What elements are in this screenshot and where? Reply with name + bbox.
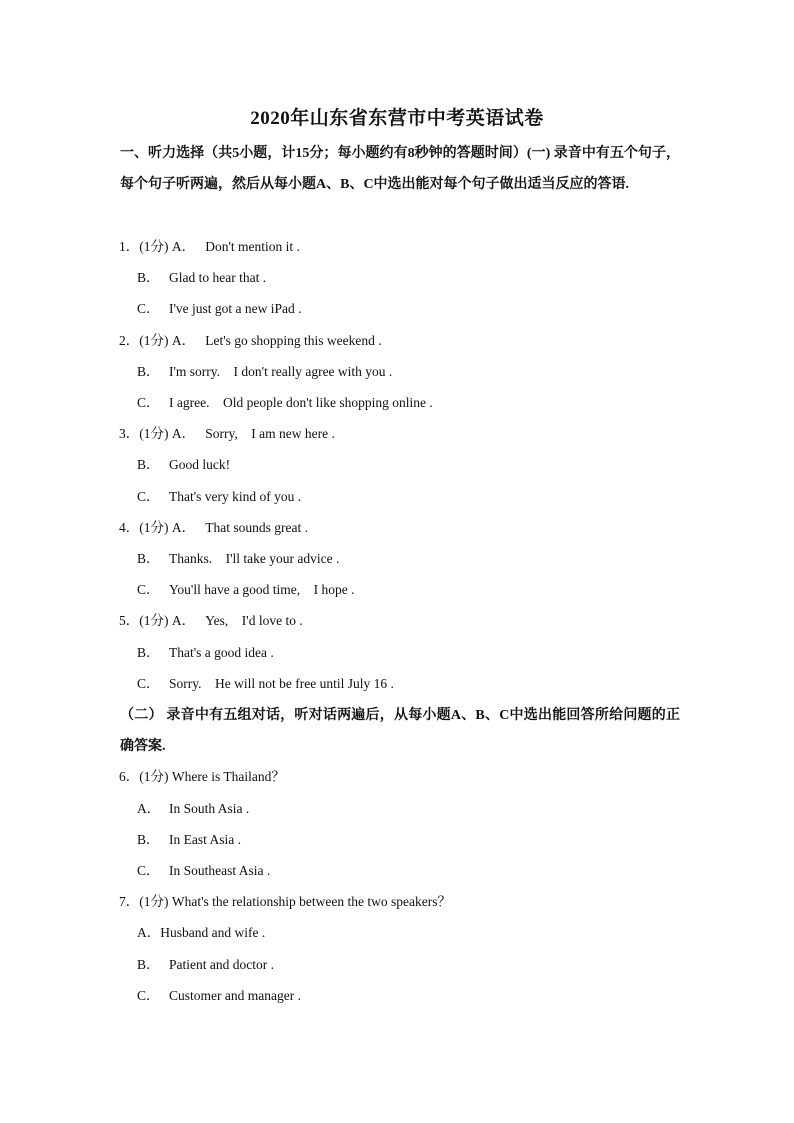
- option-a: Don't mention it .: [205, 239, 300, 254]
- option-letter: B．: [137, 270, 160, 285]
- option-letter: C．: [137, 489, 160, 504]
- question-3-option-b: [137, 456, 230, 474]
- question-prefix: 1．(1分) A．: [119, 239, 196, 254]
- question-6-option-c: [137, 862, 270, 880]
- option-text: Thanks. I'll take your advice .: [169, 551, 340, 566]
- option-text: Glad to hear that .: [169, 270, 267, 285]
- question-3-option-c: [137, 488, 301, 506]
- option-letter: B．: [137, 832, 160, 847]
- option-letter: C．: [137, 863, 160, 878]
- option-a: That sounds great .: [205, 520, 308, 535]
- question-6-option-b: [137, 831, 241, 849]
- question-prefix: 2．(1分) A．: [119, 333, 196, 348]
- question-4-option-b: [137, 550, 339, 568]
- option-a: Sorry, I am new here .: [205, 426, 335, 441]
- question-5-option-c: [137, 675, 394, 693]
- option-letter: C．: [137, 582, 160, 597]
- option-text: That's very kind of you .: [169, 489, 302, 504]
- option-text: I've just got a new iPad .: [169, 301, 302, 316]
- option-text: You'll have a good time, I hope .: [169, 582, 355, 597]
- option-letter: B．: [137, 457, 160, 472]
- option-letter: C．: [137, 676, 160, 691]
- option-letter: B．: [137, 645, 160, 660]
- question-prefix: 7．(1分): [119, 894, 169, 909]
- question-text: Where is Thailand？: [171, 769, 285, 784]
- option-text: In East Asia .: [169, 832, 241, 847]
- page-title: 2020年山东省东营市中考英语试卷: [250, 108, 544, 129]
- question-2: [119, 332, 382, 350]
- option-letter: C．: [137, 988, 160, 1003]
- option-text: That's a good idea .: [169, 645, 274, 660]
- option-letter: B．: [137, 364, 160, 379]
- question-3: [119, 425, 335, 443]
- question-text: What's the relationship between the two speakers？: [171, 894, 451, 909]
- option-a: Let's go shopping this weekend .: [205, 333, 382, 348]
- option-letter: B．: [137, 957, 160, 972]
- option-letter: A．: [137, 801, 161, 816]
- option-letter: C．: [137, 301, 160, 316]
- option-letter: C．: [137, 395, 160, 410]
- option-a: Yes, I'd love to .: [205, 613, 303, 628]
- question-6: [119, 768, 285, 786]
- question-5: [119, 612, 303, 630]
- option-text: I'm sorry. I don't really agree with you .: [169, 364, 393, 379]
- question-7: [119, 893, 451, 911]
- question-7-option-b: [137, 956, 274, 974]
- option-text: Patient and doctor .: [169, 957, 274, 972]
- question-7-option-c: [137, 987, 301, 1005]
- section-1-instructions: 一、听力选择（共5小题，计15分；每小题约有8秒钟的答题时间）(一) 录音中有五个句子，每个句子听两遍，然后从每小题A、B、C中选出能对每个句子做出适当反应的答语.: [120, 146, 680, 192]
- question-6-option-a: [137, 800, 249, 818]
- question-4-option-c: [137, 581, 355, 599]
- question-prefix: 6．(1分): [119, 769, 169, 784]
- option-text: In South Asia .: [169, 801, 250, 816]
- question-2-option-c: [137, 394, 433, 412]
- option-text: In Southeast Asia .: [169, 863, 271, 878]
- option-text: I agree. Old people don't like shopping online .: [169, 395, 433, 410]
- option-text: Customer and manager .: [169, 988, 301, 1003]
- option-text: Husband and wife .: [160, 925, 266, 940]
- question-prefix: 5．(1分) A．: [119, 613, 196, 628]
- question-1-option-b: [137, 269, 266, 287]
- option-text: Good luck!: [169, 457, 231, 472]
- question-1: [119, 238, 300, 256]
- question-4: [119, 519, 308, 537]
- option-letter: A．: [137, 925, 161, 940]
- option-text: Sorry. He will not be free until July 16 .: [169, 676, 394, 691]
- section-2-instructions: （二） 录音中有五组对话，听对话两遍后，从每小题A、B、C中选出能回答所给问题的正确答案.: [120, 708, 680, 754]
- question-2-option-b: [137, 363, 392, 381]
- question-prefix: 3．(1分) A．: [119, 426, 196, 441]
- question-5-option-b: [137, 644, 274, 662]
- question-1-option-c: [137, 300, 302, 318]
- question-7-option-a: [137, 924, 265, 942]
- question-prefix: 4．(1分) A．: [119, 520, 196, 535]
- option-letter: B．: [137, 551, 160, 566]
